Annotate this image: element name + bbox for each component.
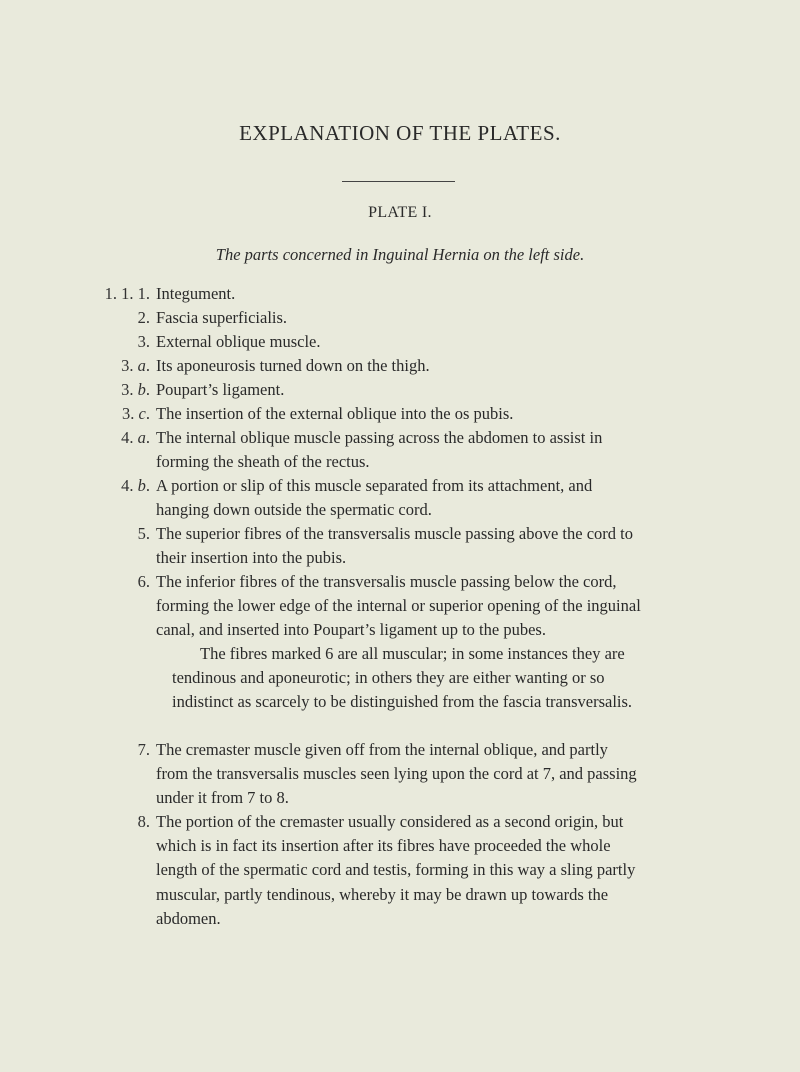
entry-text: Poupart’s ligament. <box>156 380 285 399</box>
plate-title: PLATE I. <box>368 204 432 221</box>
divider-rule <box>342 181 455 182</box>
entry-text: The portion of the cremaster usually considered as a second origin, but which is in fact its insertion after its fibres have proceeded the whole length of the spermatic cord and testis, forming in this way a sling partly muscular, partly tendinous, whereby it may be drawn up towards the abdomen. <box>156 812 636 928</box>
entry-text: The internal oblique muscle passing across the abdomen to assist in forming the sheath of the rectus. <box>156 428 603 472</box>
entry-number: 8. <box>137 812 150 831</box>
entry-number: 3. a. <box>121 356 150 375</box>
entry-number: 7. <box>137 740 150 759</box>
entry-note: The fibres marked 6 are all muscular; in some instances they are tendinous and aponeurotic; in others they are either wanting or so indistinct as scarcely to be distinguished from the fascia transversalis. <box>172 644 633 712</box>
entry-number: 4. b. <box>121 476 150 495</box>
entry-number: 3. c. <box>122 404 150 423</box>
entry-text: External oblique muscle. <box>156 332 321 351</box>
entry-number: 6. <box>137 572 150 591</box>
entry-text: Fascia superficialis. <box>156 308 288 327</box>
entry-text: Integument. <box>156 284 236 303</box>
plate-subtitle: The parts concerned in Inguinal Hernia on the left side. <box>215 245 585 264</box>
entry-number: 2. <box>137 308 150 327</box>
entry-number: 3. b. <box>121 380 150 399</box>
entry-text: The superior fibres of the transversalis muscle passing above the cord to their insertion into the pubis. <box>156 524 633 568</box>
entry-number: 5. <box>137 524 150 543</box>
entry-number: 4. a. <box>121 428 150 447</box>
entry-number: 3. <box>137 332 150 351</box>
page-heading: EXPLANATION OF THE PLATES. <box>239 121 561 145</box>
entry-text: The cremaster muscle given off from the internal oblique, and partly from the transversalis muscles seen lying upon the cord at 7, and passing under it from 7 to 8. <box>156 740 637 808</box>
entry-text: The insertion of the external oblique into the os pubis. <box>156 404 514 423</box>
entry-text: The inferior fibres of the transversalis muscle passing below the cord, forming the lower edge of the internal or superior opening of the inguinal canal, and inserted into Poupart’s ligament up to the pubes. <box>156 572 641 640</box>
entry-number: 1. 1. 1. <box>104 284 150 303</box>
entry-text: Its aponeurosis turned down on the thigh. <box>156 356 430 375</box>
entry-text: A portion or slip of this muscle separated from its attachment, and hanging down outside the spermatic cord. <box>156 476 593 520</box>
